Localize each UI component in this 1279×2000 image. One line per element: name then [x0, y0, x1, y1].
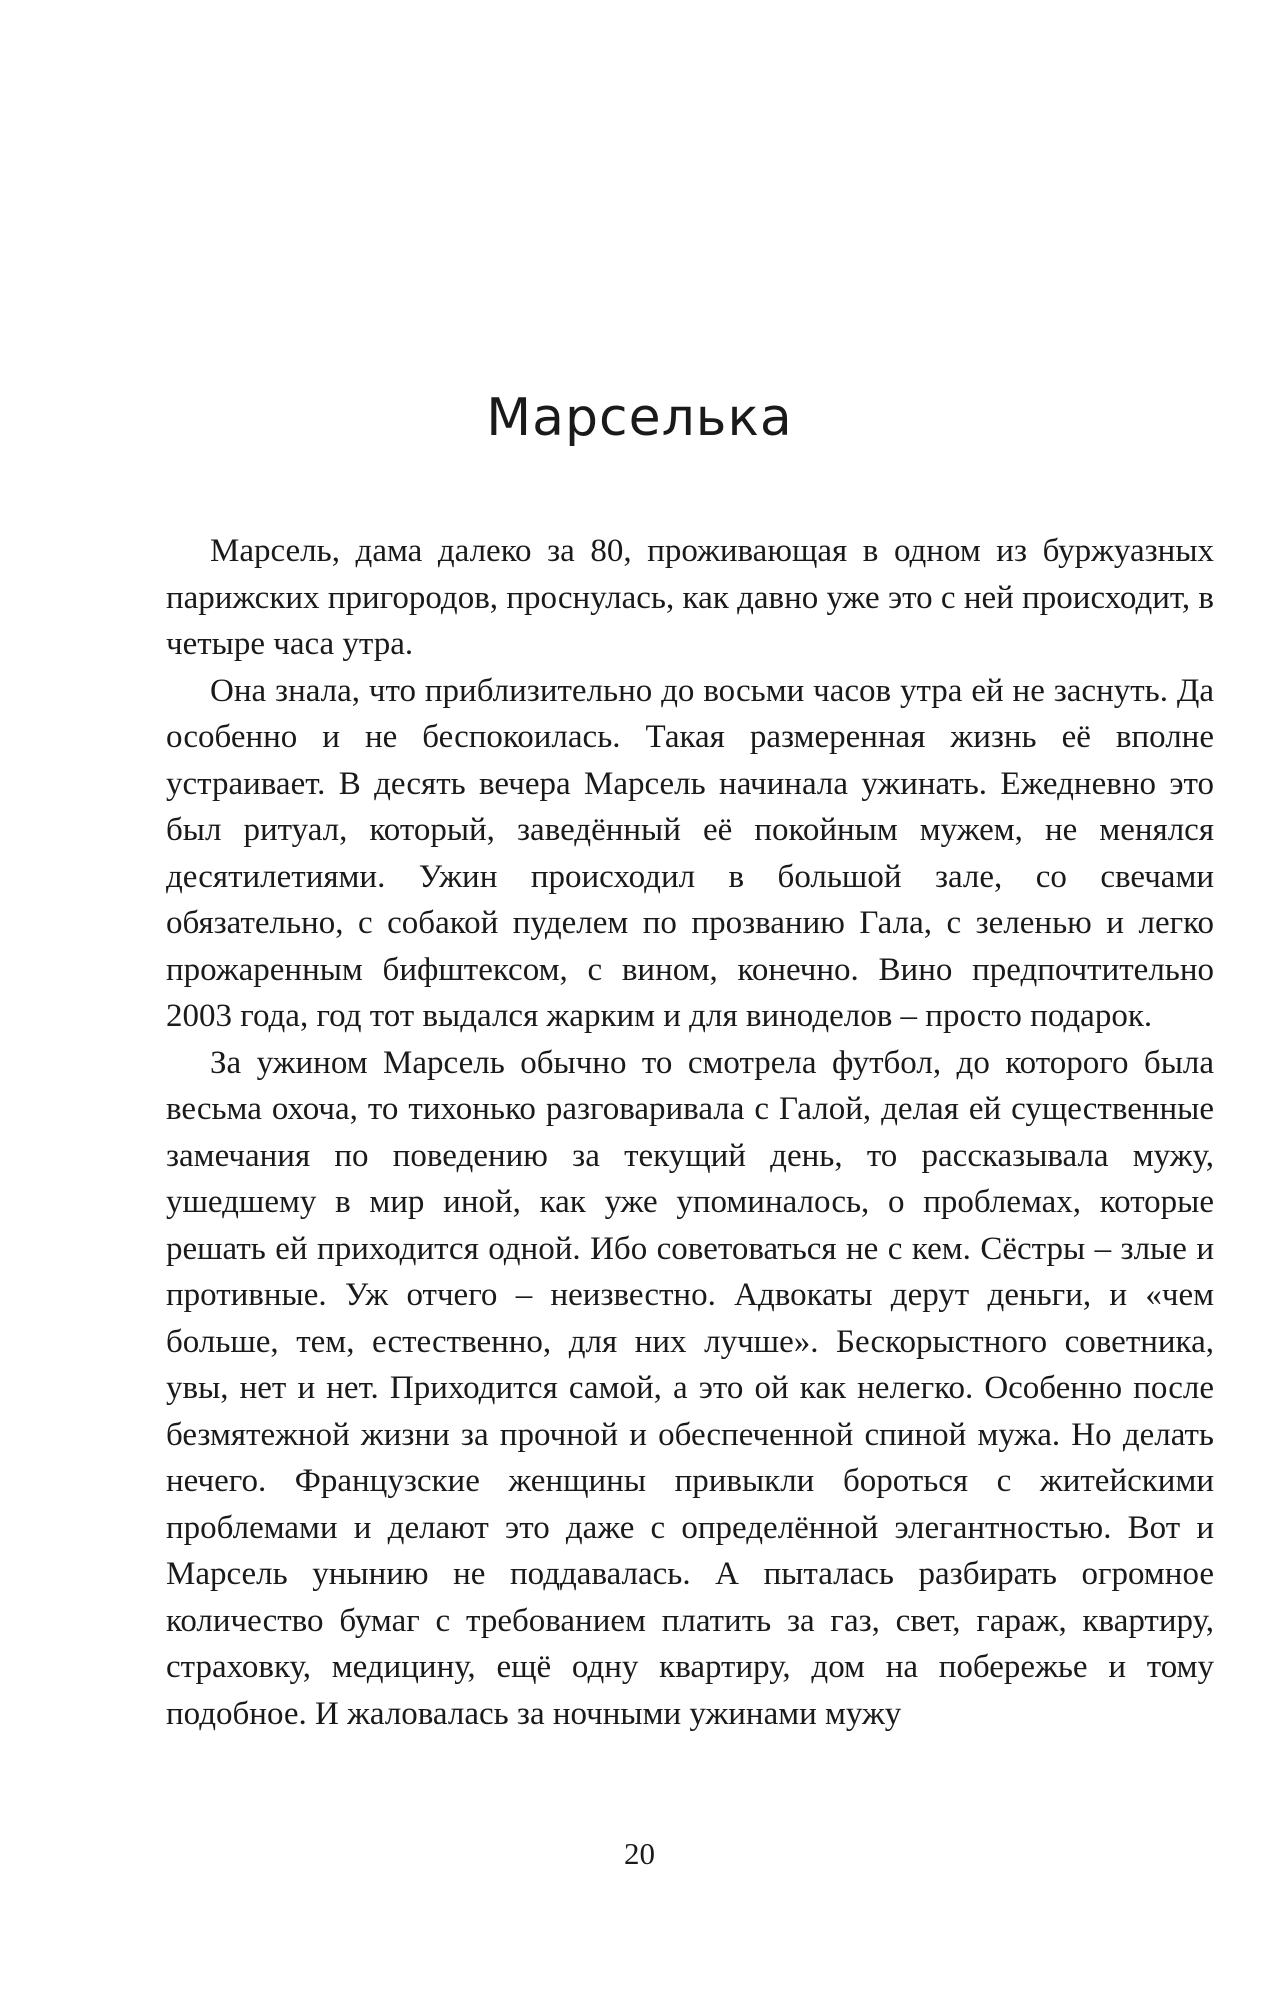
paragraph-1: Марсель, дама далеко за 80, проживающая в одном из буржуазных парижских пригородов, проснулась, как давно уже это с ней происходит, в четыре часа утра. [166, 533, 1214, 662]
chapter-title: Марселька [486, 388, 793, 448]
paragraph-3: За ужином Марсель обычно то смотрела футбол, до которого была весьма охоча, то тихонько разговаривала с Галой, делая ей существенные замечания по поведению за текущий день, то рассказывала мужу, ушедшему в мир иной, как уже упоминалось, о проблемах, которые решать ей приходится одной. Ибо советоваться не с кем. Сёстры – злые и противные. Уж отчего – неизвестно. Адвокаты дерут деньги, и «чем больше, тем, естественно, для них лучше». Бескорыстного советника, увы, нет и нет. Приходится самой, а это ой как нелегко. Особенно после безмятежной жизни за прочной и обеспеченной спиной мужа. Но делать нечего. Французские женщины привыкли бороться с житейскими проблемами и делают это даже с определённой элегантностью. Вот и Марсель унынию не поддавалась. А пыталась разбирать огромное количество бумаг с требованием платить за газ, свет, гараж, квартиру, страховку, медицину, ещё одну квартиру, дом на побережье и тому подобное. И жаловалась за ночными ужинами мужу [166, 1044, 1214, 1732]
page-number: 20 [624, 1836, 655, 1871]
paragraph-2: Она знала, что приблизительно до восьми часов утра ей не заснуть. Да особенно и не беспокоилась. Такая размеренная жизнь её вполне устраивает. В десять вечера Марсель начинала ужинать. Ежедневно это был ритуал, который, заведённый её покойным мужем, не менялся десятилетиями. Ужин происходил в большой зале, со свечами обязательно, с собакой пуделем по прозванию Гала, с зеленью и легко прожаренным бифштексом, с вином, конечно. Вино предпочтительно 2003 года, год тот выдался жарким и для виноделов – просто подарок. [166, 672, 1214, 1034]
body-text [166, 528, 1214, 1737]
